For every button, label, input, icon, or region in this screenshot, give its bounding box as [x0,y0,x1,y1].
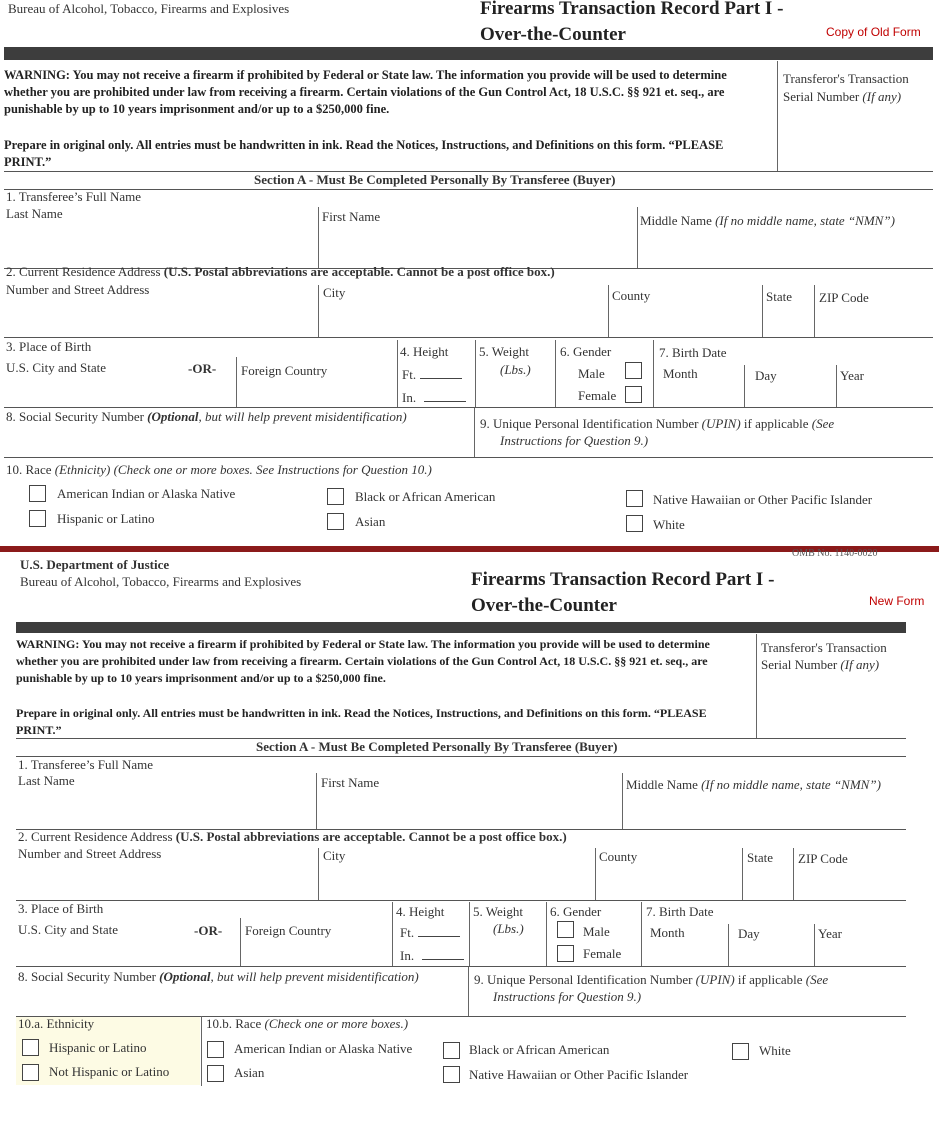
new-zip-label: ZIP Code [798,851,848,866]
new-street-label: Number and Street Address [18,846,162,861]
new-q8-optional: (Optional [159,969,211,984]
old-race-nhopi: Native Hawaiian or Other Pacific Islander [653,492,873,507]
new-section-a: Section A - Must Be Completed Personally By Transferee (Buyer) [256,739,618,754]
old-q9-see: (See [811,416,835,431]
new-q9-label: 9. Unique Personal Identification Number [474,972,693,987]
new-race-nhopi: Native Hawaiian or Other Pacific Islander [469,1067,689,1082]
new-ethnicity-checkbox-hispanic[interactable] [22,1039,39,1056]
old-header-bar [4,47,933,60]
old-q3-label: 3. Place of Birth [6,339,92,354]
old-q10-label: 10. Race [6,462,52,477]
new-county-label: County [599,849,638,864]
old-race-checkbox-white[interactable] [626,515,643,532]
old-serial-ifany: (If any) [862,89,902,104]
new-state-label: State [747,850,773,865]
new-race-aian: American Indian or Alaska Native [234,1041,413,1056]
new-q2-label: 2. Current Residence Address [18,829,173,844]
new-male-checkbox[interactable] [557,921,574,938]
new-q9-see: (See [805,972,829,987]
old-serial-label: Transferor's Transaction [783,71,909,86]
new-in-line [422,949,464,960]
new-q9-applicable: if applicable [737,972,803,987]
new-ft-line [418,926,460,937]
old-height-label: 4. Height [400,344,449,359]
new-foreign-label: Foreign Country [245,923,332,938]
old-race-checkbox-nhopi[interactable] [626,490,643,507]
old-foreign-label: Foreign Country [241,363,328,378]
new-q8-label: 8. Social Security Number [18,969,156,984]
old-last-name-label: Last Name [6,206,63,221]
new-omb-number: OMB No. 1140-0020 [792,548,878,559]
new-female-label: Female [583,946,622,961]
old-county-label: County [612,288,651,303]
new-city-label: City [323,848,346,863]
old-q8-note: , but will help prevent misidentification) [198,409,407,424]
new-serial-label-2: Serial Number [761,657,838,672]
old-race-checkbox-hispanic[interactable] [29,510,46,527]
new-race-checkbox-nhopi[interactable] [443,1066,460,1083]
old-birth-date-label: 7. Birth Date [659,345,727,360]
new-q2-note: (U.S. Postal abbreviations are acceptable. Cannot be a post office box.) [175,829,567,844]
new-city-state-label: U.S. City and State [18,922,119,937]
new-race-checkbox-black[interactable] [443,1042,460,1059]
new-header-bar [16,622,906,633]
new-ft-label: Ft. [400,925,415,940]
new-race-white: White [759,1043,791,1058]
old-in-label: In. [402,390,417,405]
old-q8-label: 8. Social Security Number [6,409,144,424]
old-weight-unit: (Lbs.) [500,362,531,377]
old-city-label: City [323,285,346,300]
old-section-a: Section A - Must Be Completed Personally By Transferee (Buyer) [254,172,616,187]
old-middle-name-label: Middle Name [640,213,712,228]
new-weight-label: 5. Weight [473,904,523,919]
new-title-line1: Firearms Transaction Record Part I - [471,569,775,590]
new-q10a-label: 10.a. Ethnicity [18,1016,95,1031]
new-race-black: Black or African American [469,1042,610,1057]
old-male-label: Male [578,366,605,381]
new-race-checkbox-white[interactable] [732,1043,749,1060]
new-in-label: In. [400,948,415,963]
old-weight-label: 5. Weight [479,344,529,359]
new-race-asian: Asian [234,1065,265,1080]
old-bureau: Bureau of Alcohol, Tobacco, Firearms and Explosives [8,1,290,16]
new-bureau: Bureau of Alcohol, Tobacco, Firearms and Explosives [20,574,302,589]
old-year-label: Year [840,368,864,383]
new-male-label: Male [583,924,610,939]
old-form-label: Copy of Old Form [826,25,921,39]
new-q10b-label: 10.b. Race [206,1016,262,1031]
old-day-label: Day [755,368,777,383]
new-race-checkbox-asian[interactable] [207,1065,224,1082]
old-q8-optional: (Optional [147,409,199,424]
new-female-checkbox[interactable] [557,945,574,962]
new-weight-unit: (Lbs.) [493,921,524,936]
new-first-name-label: First Name [321,775,380,790]
old-q9-label: 9. Unique Personal Identification Number [480,416,699,431]
old-middle-note: (If no middle name, state “NMN”) [715,213,895,228]
old-race-white: White [653,517,685,532]
old-race-hispanic: Hispanic or Latino [57,511,155,526]
new-middle-note: (If no middle name, state “NMN”) [701,777,881,792]
old-race-asian: Asian [355,514,386,529]
new-ethnicity-hispanic: Hispanic or Latino [49,1040,147,1055]
old-race-aian: American Indian or Alaska Native [57,486,236,501]
old-q2-label: 2. Current Residence Address [6,264,161,279]
new-month-label: Month [650,925,685,940]
old-race-checkbox-aian[interactable] [29,485,46,502]
new-title-line2: Over-the-Counter [471,595,617,616]
new-year-label: Year [818,926,842,941]
new-q10b-note: (Check one or more boxes.) [264,1016,409,1031]
old-q1-label: 1. Transferee’s Full Name [6,189,142,204]
new-race-checkbox-aian[interactable] [207,1041,224,1058]
old-q9-instr: Instructions for Question 9.) [500,433,649,448]
old-q10-note: (Ethnicity) (Check one or more boxes. See Instructions for Question 10.) [54,462,432,477]
old-or-label: -OR- [188,361,217,376]
old-race-checkbox-asian[interactable] [327,513,344,530]
new-form-label: New Form [869,594,925,608]
new-q1-label: 1. Transferee’s Full Name [18,757,154,772]
old-title-line2: Over-the-Counter [480,24,626,45]
new-serial-label: Transferor's Transaction [761,640,887,655]
old-q9-upin: (UPIN) [701,416,741,431]
new-or-label: -OR- [194,923,223,938]
old-state-label: State [766,289,792,304]
new-q9-upin: (UPIN) [695,972,735,987]
new-warning: WARNING: You may not receive a firearm if prohibited by Federal or State law. The information you provide will be used to determine whether you are prohibited under law from receiving a firearm. Certain violations of the Gun Control Act, 18 U.S.C. §§ 921 et. seq., are punishable by up to 10 years imprisonment and/or up to a $250,000 fine. [16,637,710,685]
old-warning: WARNING: You may not receive a firearm if prohibited by Federal or State law. The information you provide will be used to determine whether you are prohibited under law from receiving a firearm. Certain violations of the Gun Control Act, 18 U.S.C. §§ 921 et. seq., are punishable by up to 10 years imprisonment and/or up to a $250,000 fine. [4,68,727,116]
old-first-name-label: First Name [322,209,381,224]
new-day-label: Day [738,926,760,941]
old-street-label: Number and Street Address [6,282,150,297]
old-female-checkbox[interactable] [625,386,642,403]
new-q8-note: , but will help prevent misidentification) [210,969,419,984]
old-female-label: Female [578,388,617,403]
new-q9-instr: Instructions for Question 9.) [493,989,642,1004]
new-middle-name-label: Middle Name [626,777,698,792]
new-q3-label: 3. Place of Birth [18,901,104,916]
new-dept: U.S. Department of Justice [20,557,170,572]
old-race-checkbox-black[interactable] [327,488,344,505]
new-birth-date-label: 7. Birth Date [646,904,714,919]
old-title-line1: Firearms Transaction Record Part I - [480,0,784,19]
old-month-label: Month [663,366,698,381]
new-height-label: 4. Height [396,904,445,919]
new-serial-ifany: (If any) [840,657,880,672]
new-ethnicity-checkbox-not-hispanic[interactable] [22,1064,39,1081]
new-prepare-note: Prepare in original only. All entries must be handwritten in ink. Read the Notices, Instructions, and Definitions on this form. “PLEASE PRINT.” [16,706,707,737]
new-ethnicity-not-hispanic: Not Hispanic or Latino [49,1064,170,1079]
old-zip-label: ZIP Code [819,290,869,305]
old-city-state-label: U.S. City and State [6,360,107,375]
old-male-checkbox[interactable] [625,362,642,379]
old-in-line [424,391,466,402]
old-q9-applicable: if applicable [743,416,809,431]
new-last-name-label: Last Name [18,773,75,788]
old-prepare-note: Prepare in original only. All entries must be handwritten in ink. Read the Notices, Instructions, and Definitions on this form. “PLEASE PRINT.” [4,138,724,169]
old-race-black: Black or African American [355,489,496,504]
old-gender-label: 6. Gender [560,344,612,359]
old-ft-label: Ft. [402,367,417,382]
old-q2-note: (U.S. Postal abbreviations are acceptable. Cannot be a post office box.) [163,264,555,279]
old-ft-line [420,368,462,379]
new-gender-label: 6. Gender [550,904,602,919]
old-serial-label-2: Serial Number [783,89,860,104]
